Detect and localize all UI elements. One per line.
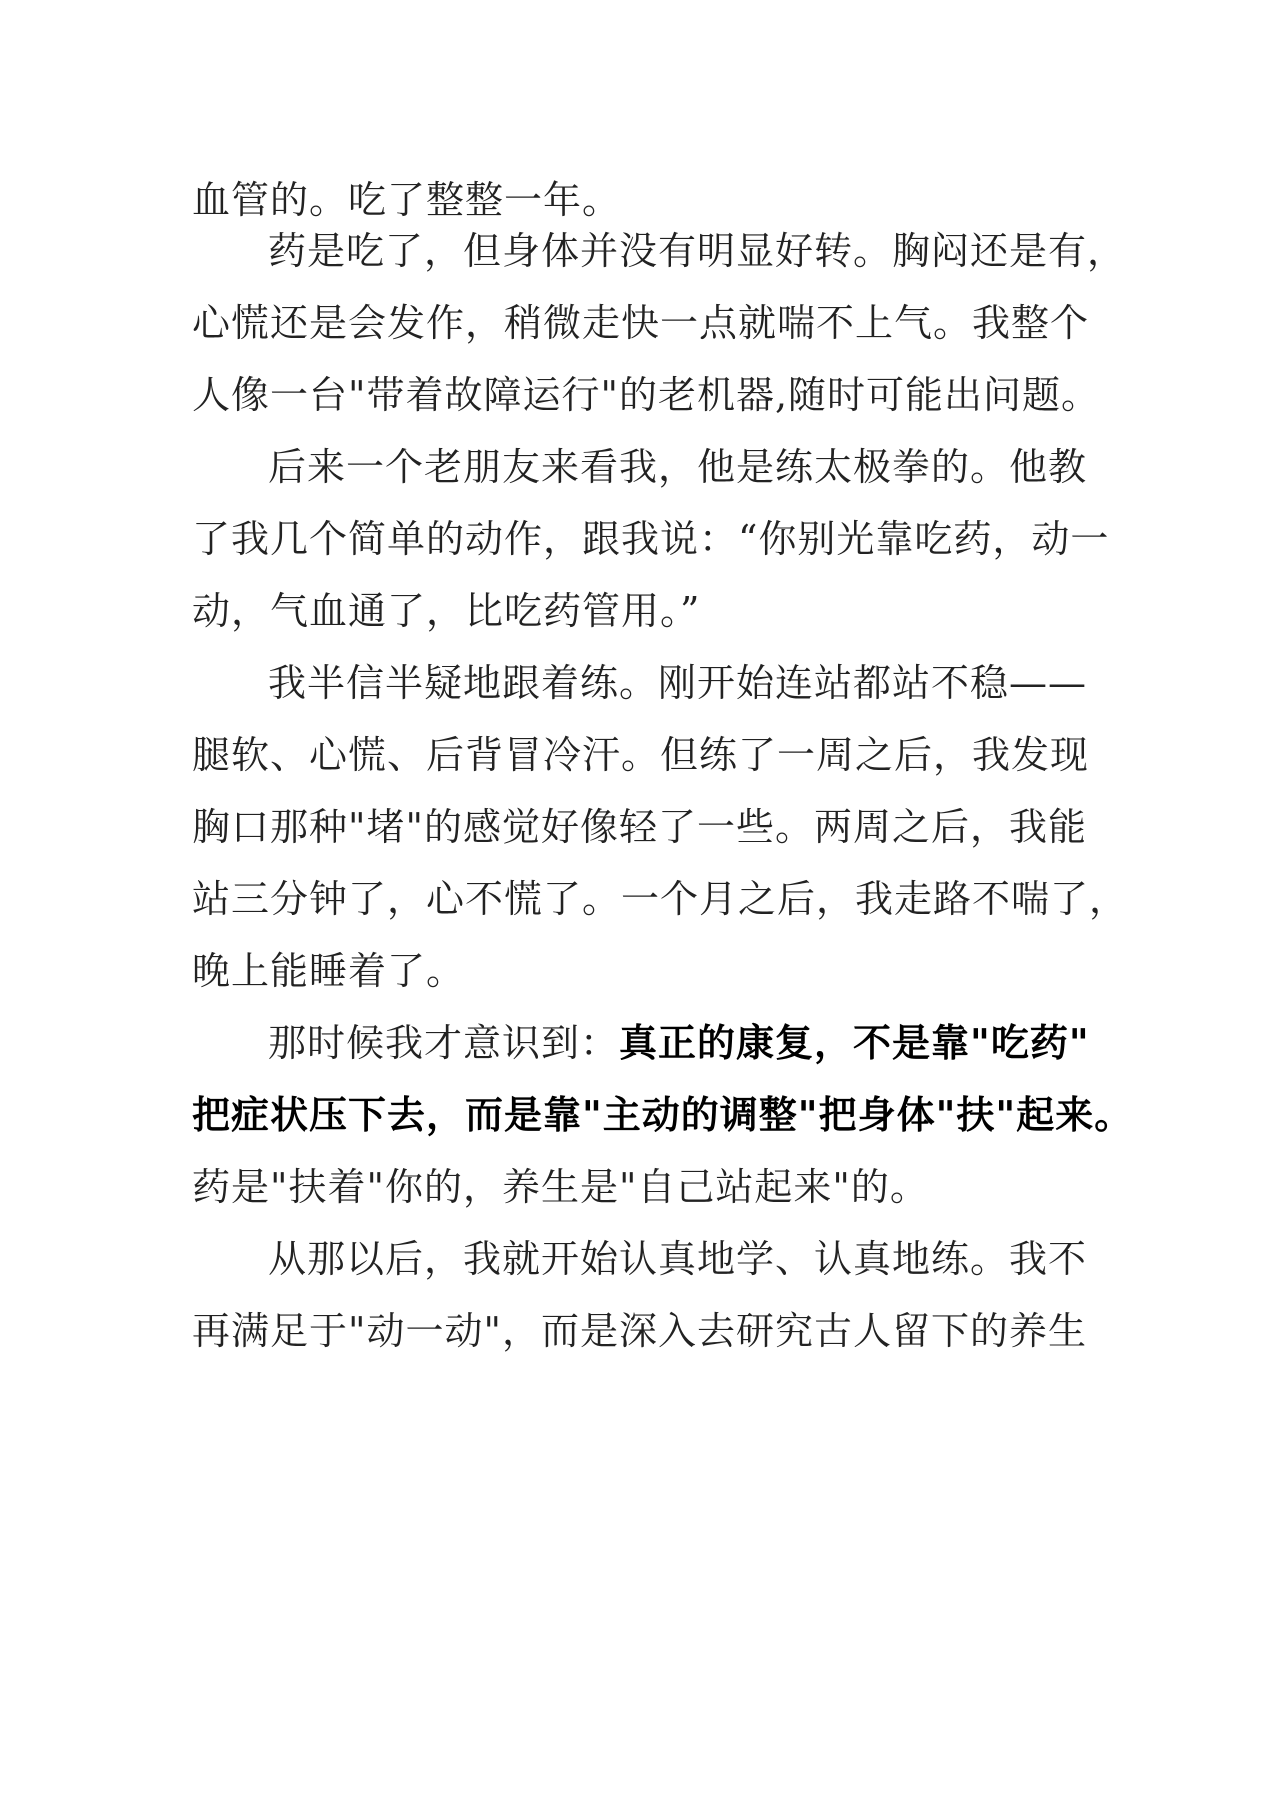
paragraph-line-6: 了我几个简单的动作，跟我说：“你别光靠吃药，动一 xyxy=(192,517,1110,561)
paragraph-line-7: 动，气血通了，比吃药管用。” xyxy=(192,589,701,633)
paragraph-line-15: 药是"扶着"你的，养生是"自己站起来"的。 xyxy=(192,1165,929,1209)
paragraph-line-5: 后来一个老朋友来看我，他是练太极拳的。他教 xyxy=(268,445,1088,489)
paragraph-line-10: 胸口那种"堵"的感觉好像轻了一些。两周之后，我能 xyxy=(192,805,1087,849)
emphasis-lead-text: 那时候我才意识到： xyxy=(268,1021,620,1065)
paragraph-line-2: 药是吃了，但身体并没有明显好转。胸闷还是有， xyxy=(268,229,1127,273)
paragraph-line-9: 腿软、心慌、后背冒冷汗。但练了一周之后，我发现 xyxy=(192,733,1090,777)
paragraph-line-16: 从那以后，我就开始认真地学、认真地练。我不 xyxy=(268,1237,1088,1281)
paragraph-line-17: 再满足于"动一动"，而是深入去研究古人留下的养生 xyxy=(192,1309,1087,1353)
paragraph-line-8: 我半信半疑地跟着练。刚开始连站都站不稳—— xyxy=(268,661,1088,705)
paragraph-line-14: 把症状压下去，而是靠"主动的调整"把身体"扶"起来。 xyxy=(192,1092,1134,1137)
paragraph-line-11: 站三分钟了，心不慌了。一个月之后，我走路不喘了， xyxy=(192,877,1129,921)
paragraph-line-1: 血管的。吃了整整一年。 xyxy=(192,178,622,222)
paragraph-line-4: 人像一台"带着故障运行"的老机器,随时可能出问题。 xyxy=(192,373,1101,417)
paragraph-line-3: 心慌还是会发作，稍微走快一点就喘不上气。我整个 xyxy=(192,301,1090,345)
paragraph-line-12: 晚上能睡着了。 xyxy=(192,949,466,993)
paragraph-line-13 xyxy=(268,1013,1168,1073)
emphasis-bold-text: 真正的康复，不是靠"吃药" xyxy=(619,1020,1090,1065)
